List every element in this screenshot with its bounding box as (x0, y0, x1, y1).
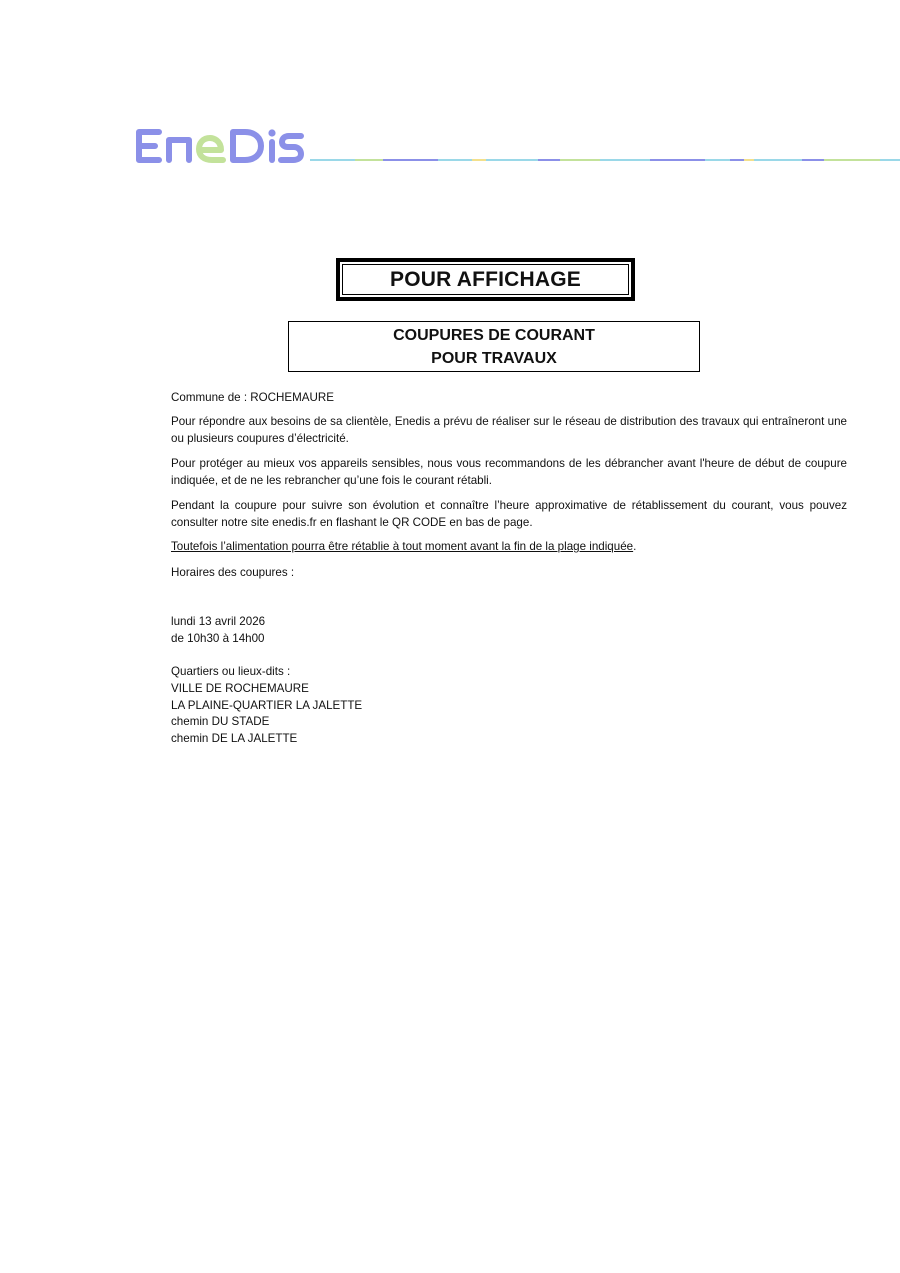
notice-title-line1: COUPURES DE COURANT (393, 326, 595, 344)
outage-time: de 10h30 à 14h00 (171, 632, 265, 645)
commune-line: Commune de : ROCHEMAURE (171, 391, 334, 404)
horaires-label: Horaires des coupures : (171, 566, 295, 579)
pour-affichage-box (336, 258, 635, 301)
quartiers-label: Quartiers ou lieux-dits : (171, 665, 291, 678)
notice-title-box (288, 321, 700, 372)
paragraph-3: Pendant la coupure pour suivre son évolution et connaître l’heure approximative de rétablissement du courant, vous pouvez consulter notre site enedis.fr en flashant le QR CODE en bas de page. (171, 499, 847, 529)
restore-notice (171, 538, 847, 555)
notice-title-line2: POUR TRAVAUX (431, 349, 557, 367)
pour-affichage-label: POUR AFFICHAGE (342, 264, 629, 295)
paragraph-2: Pour protéger au mieux vos appareils sensibles, nous vous recommandons de les débrancher avant l'heure de début de coupure indiquée, et de ne les rebrancher qu’une fois le courant rétabli. (171, 457, 847, 487)
paragraph-1: Pour répondre aux besoins de sa clientèle, Enedis a prévu de réaliser sur le réseau de distribution des travaux qui entraîneront une ou plusieurs coupures d’électricité. (171, 415, 847, 445)
place-item: VILLE DE ROCHEMAURE (171, 682, 309, 695)
enedis-logo (133, 126, 305, 166)
outage-date: lundi 13 avril 2026 (171, 615, 266, 628)
restore-notice-period: . (633, 540, 637, 553)
restore-notice-underlined: Toutefois l’alimentation pourra être rétablie à tout moment avant la fin de la plage indiquée (171, 540, 634, 553)
place-item: chemin DE LA JALETTE (171, 732, 298, 745)
place-item: LA PLAINE-QUARTIER LA JALETTE (171, 699, 363, 712)
place-item: chemin DU STADE (171, 715, 270, 728)
header-decorative-line (310, 159, 900, 162)
